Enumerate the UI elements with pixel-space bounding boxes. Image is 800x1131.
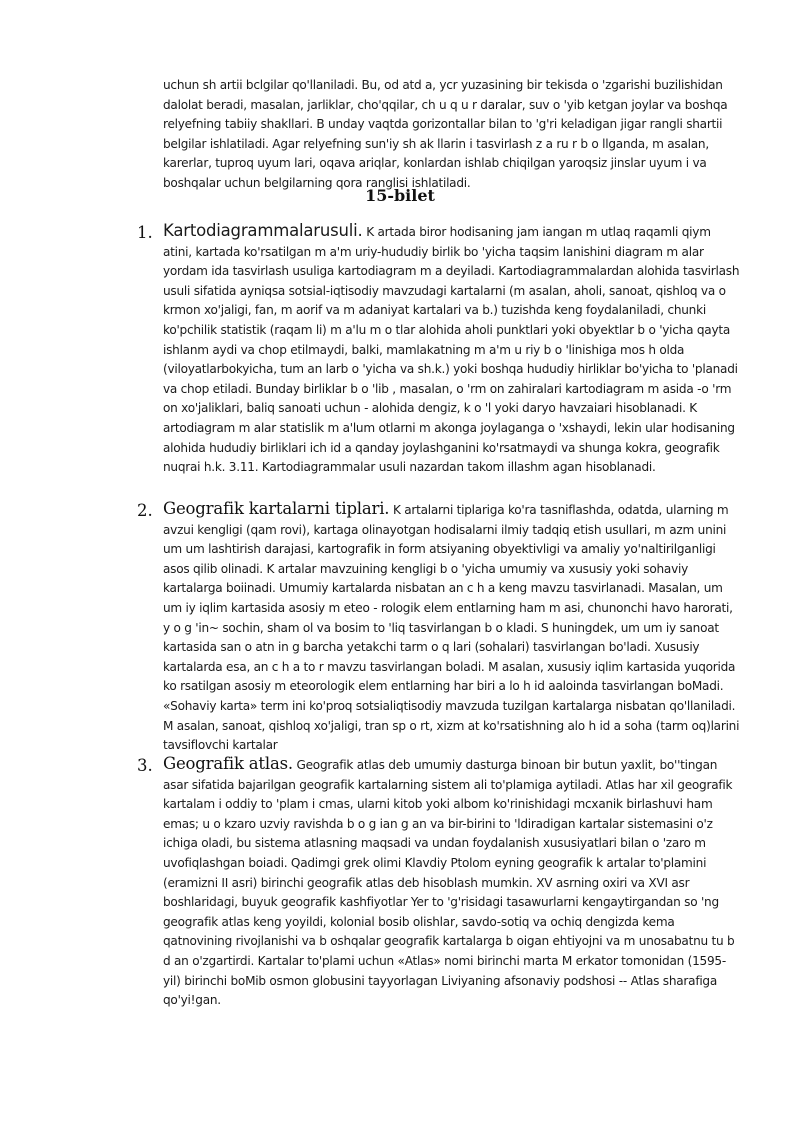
question-2-text: K artalarni tiplariga ko'ra tasniflashda, odatda, ularning m avzui kengligi (qam rovi), kartaga olinayotgan hodisalarni ilmiy tadqiq etish usullari, m azm unini um um lashtirish darajasi, kartografik in form atsiyaning obyektivligi va amaliy yo'naltirilganligi asos qilib olinadi. K artalar mavzuining kengligi b o 'yicha umumiy va xususiy yoki sohaviy kartalarga boiinadi. Umumiy kartalarda nisbatan an c h a keng mavzu tasvirlanadi. Masalan, um um iy iqlim kartasida asosiy m eteo - rologik elem entlarning ham m asi, chunonchi havo harorati, y o g 'in~ sochin, sham ol va bosim to 'liq tasvirlangan b o kladi. S huningdek, um um iy sanoat kartasida san o atn in g barcha yetakchi tarm o q lari (sohalari) tasvirlangan bo'ladi. Xususiy kartalarda esa, an c h a to r mavzu tasvirlangan boladi. M asalan, xususiy iqlim kartasida yuqorida ko rsatilgan asosiy m eteorologik elem entlarning har biri a lo h id aaloinda tasvirlangan boMadi. «Sohaviy karta» term ini ko'proq sotsialiqtisodiy mavzuda tuzilgan kartalarga nisbatan qo'llaniladi. M asalan, sanoat, qishloq xo'jaligi, tran sp o rt, xizm at ko'rsatishning alo h id a soha (tarm oq)larini tavsiflovchi kartalar xyxy=(163,503,740,753)
question-2-number: 2. xyxy=(137,501,153,520)
question-1-number: 1. xyxy=(137,223,153,242)
question-2-block xyxy=(163,499,743,756)
question-1-block xyxy=(163,221,743,478)
question-3-block xyxy=(163,754,743,1011)
question-3-title: Geografik atlas. xyxy=(163,754,293,773)
question-1-title: Kartodiagrammalarusuli. xyxy=(163,221,363,240)
question-2-title: Geografik kartalarni tiplari. xyxy=(163,499,390,518)
intro-paragraph: uchun sh artii bclgilar qo'llaniladi. Bu, od atd a, ycr yuzasining bir tekisda o 'zgarishi buzilishidan dalolat beradi, masalan, jarliklar, cho'qqilar, ch u q u r daralar, suv o 'yib ketgan joylar va boshqa relyefning tabiiy shakllari. B unday vaqtda gorizontallar bilan to 'g'ri keladigan jigar rangli shartii belgilar ishlatiladi. Agar relyefning sun'iy sh ak llarin i tasvirlash z a ru r b o llganda, m asalan, karerlar, tuproq uyum lari, oqava ariqlar, konlardan ishlab chiqilgan yaroqsiz jinslar uyum i va boshqalar uchun belgilarning qora ranglisi ishlatiladi. xyxy=(163,78,728,190)
question-3-number: 3. xyxy=(137,756,153,775)
question-1-text: K artada biror hodisaning jam iangan m utlaq raqamli qiym atini, kartada ko'rsatilgan m a'm uriy-hududiy birlik bo 'yicha taqsim lanishini diagram m alar yordam ida tasvirlash usuliga kartodiagram m a deyiladi. Kartodiagrammalardan alohida tasvirlash usuli sifatida ayniqsa sotsial-iqtisodiy mavzudagi kartalarni (m asalan, aholi, sanoat, qishloq va o krmon xo'jaligi, fan, m aorif va m adaniyat kartalari va b.) tuzishda keng foydalaniladi, chunki ko'pchilik statistik (raqam li) m a'lu m o tlar alohida aholi punktlari yoki obyektlar b o 'yicha qayta ishlanm aydi va chop etilmaydi, balki, mamlakatning m a'm u riy b o 'linishiga mos h olda (viloyatlarbokyicha, tum an larb o 'yicha va sh.k.) yoki boshqa hududiy hirliklar bo'yicha to 'planadi va chop etiladi. Bunday birliklar b o 'lib , masalan, o 'rm on zahiralari kartodiagram m asida -o 'rm on xo'jaliklari, baliq sanoati uchun - alohida dengiz, k o 'l yoki daryo havzaiari hisoblanadi. K artodiagram m alar statislik m a'lum otlarni m akonga joylaganga o 'xshaydi, lekin ular hodisaning alohida hududiy birliklari ich id a qanday joylashganini ko'rsatmaydi va shunga kokra, geografik nuqrai h.k. 3.11. Kartodiagrammalar usuli nazardan takom illashm agan hisoblanadi. xyxy=(163,225,740,475)
bilet-heading: 15-bilet xyxy=(365,186,435,205)
question-3-text: Geografik atlas deb umumiy dasturga binoan bir butun yaxlit, bo''tingan asar sifatida bajarilgan geografik kartalarning sistem ali to'plamiga aytiladi. Atlas har xil geografik kartalam i oddiy to 'plam i cmas, ularni kitob yoki albom ko'rinishidagi mcxanik birlashuvi ham emas; u o kzaro uzviy ravishda b o g ian g an va bir-birini to 'ldiradigan kartalar sistemasini o'z ichiga oladi, bu sistema atlasning maqsadi va undan foydalanish xususiyatlari bilan o 'zaro m uvofiqlashgan boiadi. Qadimgi grek olimi Klavdiy Ptolom eyning geografik k artalar to'plamini (eramizni II asri) birinchi geografik atlas deb hisoblash mumkin. XV asrning oxiri va XVI asr boshlaridagi, buyuk geografik kashfiyotlar Yer to 'g'risidagi tasawurlarni kengaytirgandan so 'ng geografik atlas keng yoyildi, kolonial bosib olishlar, savdo-sotiq va ochiq dengizda kema qatnovining rivojlanishi va b oshqalar geografik kartalarga b oigan ehtiyojni va m unosabatnu tu b d an o'zgartirdi. Kartalar to'plami uchun «Atlas» nomi birinchi marta M erkator tomonidan (1595-yil) birinchi boMib osmon globusini tayyorlagan Liviyaning afsonaviy podshosi -- Atlas sharafiga qo'yi!gan. xyxy=(163,758,735,1008)
